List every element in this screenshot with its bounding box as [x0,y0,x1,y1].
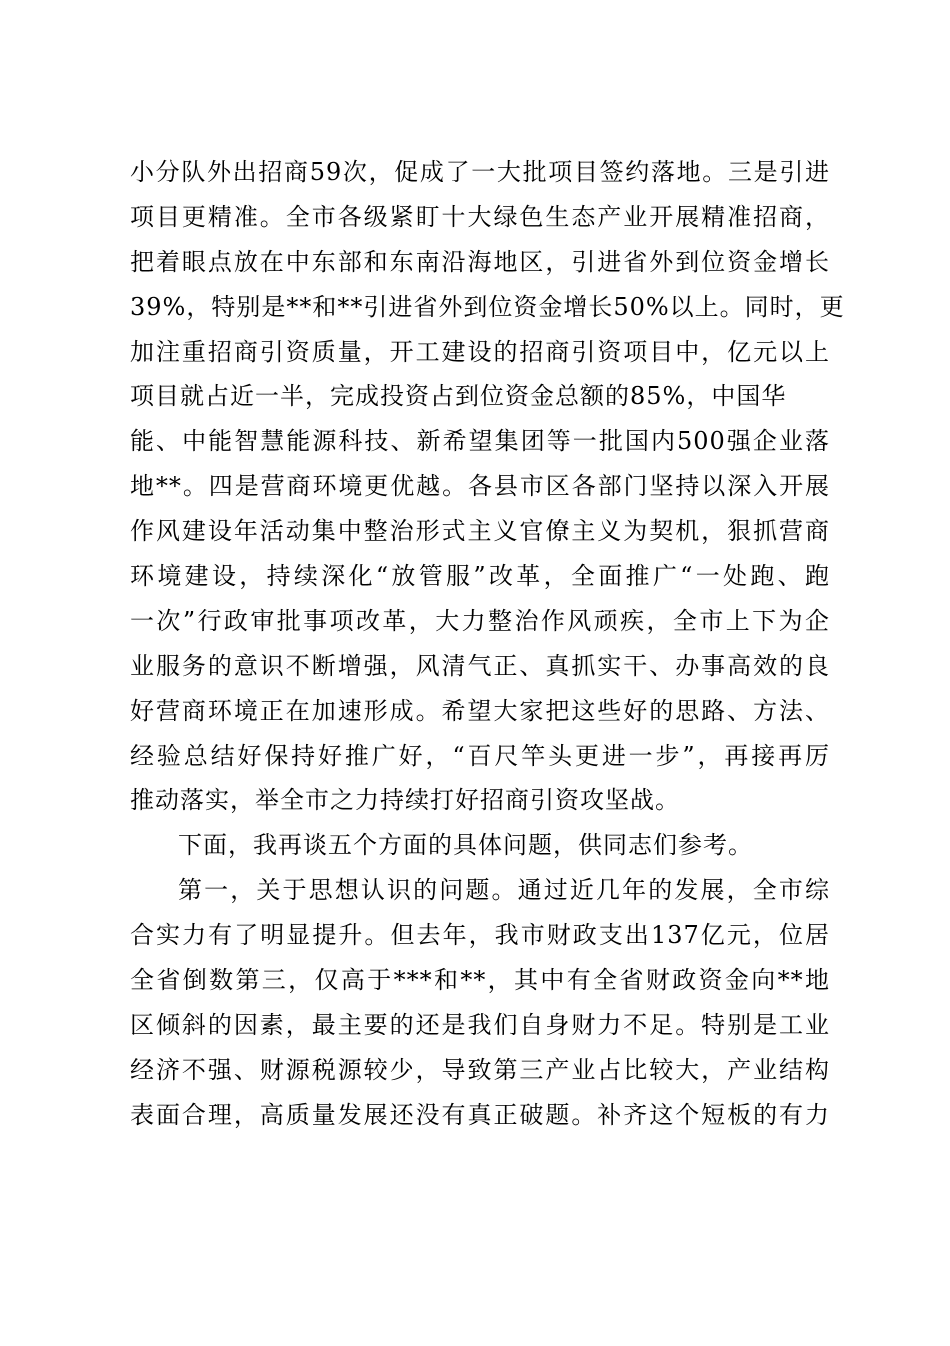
text-line: 表面合理，高质量发展还没有真正破题。补齐这个短板的有力 [130,1100,830,1129]
text-line: 项目就占近一半，完成投资占到位资金总额的85%，中国华 [130,382,787,411]
text-line: 区倾斜的因素，最主要的还是我们自身财力不足。特别是工业 [130,1010,830,1039]
text-line: 经验总结好保持好推广好，“百尺竿头更进一步”，再接再厉 [130,741,830,770]
paragraph-first-line: 下面，我再谈五个方面的具体问题，供同志们参考。 [178,831,753,860]
text-line: 项目更精准。全市各级紧盯十大绿色生态产业开展精准招商， [130,202,830,231]
body-text [130,150,845,1138]
text-line: 业服务的意识不断增强，风清气正、真抓实干、办事高效的良 [130,651,830,680]
text-line: 合实力有了明显提升。但去年，我市财政支出137亿元，位居 [130,921,830,950]
text-line: 作风建设年活动集中整治形式主义官僚主义为契机，狠抓营商 [130,517,830,546]
text-line: 好营商环境正在加速形成。希望大家把这些好的思路、方法、 [130,696,830,725]
text-line: 全省倒数第三，仅高于***和**，其中有全省财政资金向**地 [130,966,830,995]
text-line: 经济不强、财源税源较少，导致第三产业占比较大，产业结构 [130,1055,830,1084]
text-line: 小分队外出招商59次，促成了一大批项目签约落地。三是引进 [130,158,830,186]
paragraph-first-line: 第一，关于思想认识的问题。通过近几年的发展，全市综 [178,876,830,905]
text-line: 地**。四是营商环境更优越。各县市区各部门坚持以深入开展 [130,472,830,501]
text-line: 推动落实，举全市之力持续打好招商引资攻坚战。 [130,786,680,815]
text-line: 加注重招商引资质量，开工建设的招商引资项目中，亿元以上 [130,337,830,366]
text-line: 能、中能智慧能源科技、新希望集团等一批国内500强企业落 [130,427,830,456]
text-line: 环境建设，持续深化“放管服”改革，全面推广“一处跑、跑 [130,562,830,591]
text-line: 把着眼点放在中东部和东南沿海地区，引进省外到位资金增长 [130,247,830,276]
text-line: 39%，特别是**和**引进省外到位资金增长50%以上。同时，更 [130,292,845,321]
text-line: 一次”行政审批事项改革，大力整治作风顽疾，全市上下为企 [130,606,830,635]
